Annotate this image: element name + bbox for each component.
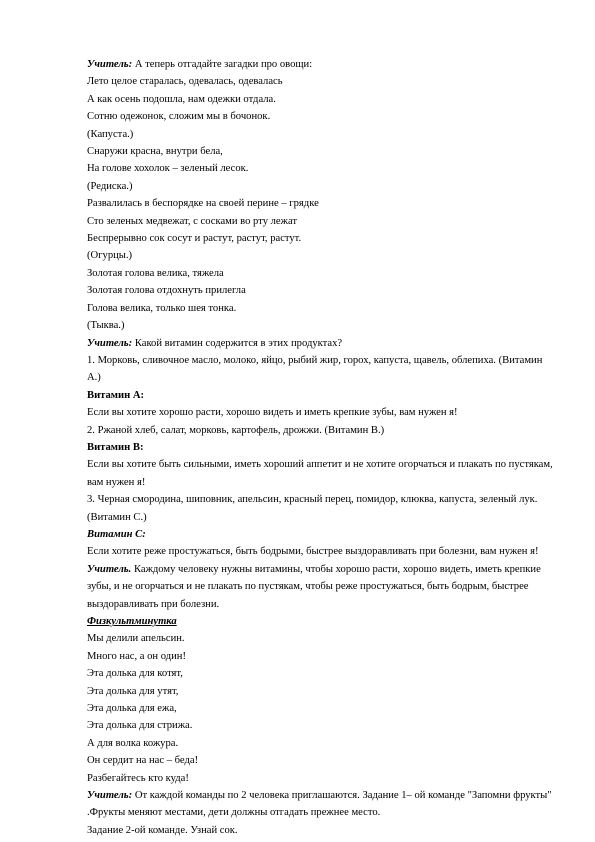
riddle-line: А как осень подошла, нам одежки отдала. bbox=[87, 93, 276, 105]
riddle-line: Голова велика, только шея тонка. bbox=[87, 302, 237, 314]
speaker-label: Учитель: bbox=[87, 337, 133, 349]
teacher-text: Каждому человеку нужны витамины, чтобы хорошо расти, хорошо видеть, иметь крепкие зубы, и не огорчаться и не плакать по пустякам, чтобы реже простужаться, быть бодрым, быстрее выздоравливать при болезни. bbox=[87, 563, 541, 610]
riddle-answer: (Тыква.) bbox=[87, 320, 125, 332]
riddle-line: Сотню одежонок, сложим мы в бочонок. bbox=[87, 111, 271, 123]
vitamin-c-text: Если хотите реже простужаться, быть бодрыми, быстрее выздоравливать при болезни, вам нужен я! bbox=[87, 546, 539, 558]
poem-line: Разбегайтесь кто куда! bbox=[87, 772, 189, 784]
poem-line: А для волка кожура. bbox=[87, 737, 179, 749]
poem-line: Он сердит на нас – беда! bbox=[87, 755, 199, 767]
riddle-line: Золотая голова отдохнуть прилегла bbox=[87, 285, 246, 297]
question-paragraph bbox=[87, 335, 557, 352]
riddle-line: Беспрерывно сок сосут и растут, растут, растут. bbox=[87, 233, 302, 245]
riddle-answer: (Огурцы.) bbox=[87, 250, 133, 262]
task-paragraph bbox=[87, 787, 557, 822]
speaker-label: Учитель: bbox=[87, 790, 133, 802]
intro-paragraph bbox=[87, 56, 557, 73]
riddle-line: Развалилась в беспорядке на своей перине – грядке bbox=[87, 198, 319, 210]
riddle-answer: (Редиска.) bbox=[87, 180, 133, 192]
poem-line: Эта долька для ежа, bbox=[87, 703, 177, 715]
intro-text: А теперь отгадайте загадки про овощи: bbox=[132, 59, 313, 70]
poem-line: Мы делили апельсин. bbox=[87, 633, 185, 645]
question-text: Какой витамин содержится в этих продуктах? bbox=[132, 337, 343, 349]
poem-line: Эта долька для утят, bbox=[87, 685, 179, 697]
poem-line: Эта долька для котят, bbox=[87, 668, 183, 680]
vitamin-c-heading: Витамин С: bbox=[87, 528, 146, 540]
product-list-3: 3. Черная смородина, шиповник, апельсин, красный перец, помидор, клюква, капуста, зеленый лук. (Витамин С.) bbox=[87, 494, 538, 523]
riddle-answer: (Капуста.) bbox=[87, 128, 134, 140]
task-text: От каждой команды по 2 человека приглашаются. Задание 1– ой команде "Запомни фрукты" .Фрукты меняют местами, дети должны отгадать прежнее место. bbox=[87, 790, 552, 819]
document-page bbox=[87, 56, 557, 839]
vitamin-a-heading: Витамин А: bbox=[87, 389, 145, 401]
riddle-line: Лето целое старалась, одевалась, одевалась bbox=[87, 76, 283, 88]
riddle-line: Снаружи красна, внутри бела, bbox=[87, 146, 223, 158]
teacher-paragraph bbox=[87, 561, 557, 613]
product-list-1: 1. Морковь, сливочное масло, молоко, яйцо, рыбий жир, горох, капуста, щавель, облепиха. (Витамин А.) bbox=[87, 354, 543, 384]
vitamin-a-text: Если вы хотите хорошо расти, хорошо видеть и иметь крепкие зубы, вам нужен я! bbox=[87, 407, 458, 419]
poem-line: Эта долька для стрижа. bbox=[87, 720, 193, 732]
poem-line: Много нас, а он один! bbox=[87, 650, 186, 662]
riddle-line: На голове хохолок – зеленый лесок. bbox=[87, 163, 249, 175]
vitamin-b-text: Если вы хотите быть сильными, иметь хороший аппетит и не хотите огорчаться и плакать по пустякам, вам нужен я! bbox=[87, 459, 553, 488]
task-2-line: Задание 2-ой команде. Узнай сок. bbox=[87, 824, 238, 836]
speaker-label: Учитель: bbox=[87, 59, 133, 70]
vitamin-b-heading: Витамин В: bbox=[87, 441, 144, 453]
riddle-line: Золотая голова велика, тяжела bbox=[87, 267, 224, 279]
riddle-line: Сто зеленых медвежат, с сосками во рту лежат bbox=[87, 215, 298, 227]
speaker-label: Учитель. bbox=[87, 563, 132, 575]
product-list-2: 2. Ржаной хлеб, салат, морковь, картофель, дрожжи. (Витамин В.) bbox=[87, 424, 385, 436]
fizkult-heading: Физкультминутка bbox=[87, 616, 177, 627]
